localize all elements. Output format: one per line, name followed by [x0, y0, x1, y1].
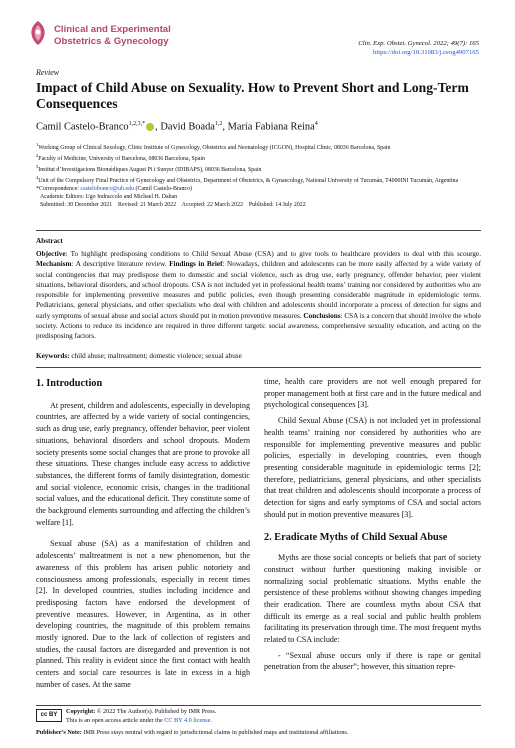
author-name[interactable]: Camil Castelo-Branco: [36, 121, 129, 133]
author-name[interactable]: María Fabiana Reina: [227, 121, 315, 133]
section-heading: 2. Eradicate Myths of Child Sexual Abuse: [264, 532, 448, 544]
academic-editors: Academic Editors: Ugo Indraccolo and Michael H. Dahan: [40, 193, 178, 200]
license-link[interactable]: CC BY 4.0 license.: [164, 716, 213, 724]
affiliation: $^4$Unit of the Compulsory Final Practice of Gynecology and Obstetrics, Department of Obstetrics, & Gynaecology, National University of Tucumán, T4000INI Tucumán, Argentina: [36, 174, 459, 184]
affiliation: $^3$Institut d’Investigacions Biomèdiques August Pi i Sunyer (IDIBAPS), 08036 Barcelona, Spain: [36, 163, 262, 173]
author-sup: 1,2,3,*: [128, 121, 146, 127]
article-type: Review: [36, 68, 60, 77]
cc-by-license-icon[interactable]: cc BY: [36, 709, 62, 722]
journal-logo-icon: [27, 20, 49, 46]
paragraph: Sexual abuse (SA) as a manifestation of children and adolescents’ maltreatment is not a new phenomenon, but the awareness of this problem has arisen public notoriety and consciousness among professionals, especially in recent times [2]. In developed countries, studies including incidence and predisposing factors have endorsed the development of preventive measures. However, in Argentina, as in other developing countries, the magnitude of this problem remains mostly ignored. Due to the lack of collection of registers and studies, the causal factors are disregarded and prevention is not planned. This reality is evident since the first contact with health centers and social care resources is late in excess in a high number of cases. At the same: [36, 539, 250, 689]
paragraph: At present, children and adolescents, especially in developing countries, are affected by a wide variety of social contingencies, such as drug use, early pregnancy, offender behavior, peer violent situations, behavioral disorders and school dropouts. Modern society presents some social changes that are prone to provoke all these situations. These changes include easy access to addictive substances, the different forms of family disintegration, domestic and social violence, economic crisis, changes in the traditional social values, and the educational deficit. They constitute some of the background elements surrounding and affecting the children’s welfare [1].: [36, 400, 250, 527]
paragraph: Child Sexual Abuse (CSA) is not included yet in professional health teams’ training nor considered by authorities who are responsible for implementing preventive measures and public policies, especially in developing countries, even though presenting considerable magnitude in epidemiologic terms [2]; therefore, pediatricians, general physicians, and other specialists that treat children and adolescents should incorporate a process of detection for signs and early symptoms of CSA and social actors should put in motion preventive measures [3].: [264, 416, 481, 519]
copyright: Copyright: © 2022 The Author(s). Published by IMR Press. This is an open access article under the CC BY 4.0 license.: [66, 708, 217, 724]
correspondence-email[interactable]: castelobranco@ub.edu: [80, 185, 135, 192]
author-list: Camil Castelo-Branco$^{1,2,3,*}$ , David Boada$^{1,2}$, María Fabiana Reina$^4$: [36, 121, 318, 133]
author-sup: 1,2: [214, 121, 223, 127]
orcid-icon[interactable]: [146, 123, 154, 131]
divider: [36, 705, 481, 706]
divider: [36, 230, 481, 231]
paragraph: time, health care providers are not well enough prepared for proper management both at first care and in the future medical and psychological consequences [3].: [264, 377, 481, 410]
author-sup: 4: [314, 121, 318, 127]
abstract-text: Objective: To highlight predisposing conditions to Child Sexual Abuse (CSA) and to give tools to healthcare providers to deal with this scourge. Mechanism: A descriptive literature review. Findings in Brief: Nowadays, children and adolescents can be more easily affected by a wide variety of social contingencies that may predispose them to domestic and social violence, such as drug use, early pregnancy, offender behavior, peer violent situations, behavioral disorders, and school dropouts. CSA is not included yet in professional health teams’ training nor considered by authorities who are responsible for implementing preventive measures and public policies, even though presenting considerable magnitude in epidemiologic terms. Pediatricians, general physicians, and other specialists who deal with children and adolescents should incorporate a process of detection for signs and early symptoms of sexual abuse and social actors should put in motion preventive measures. Conclusions: CSA is a concern that should involve the whole society. Actions to reduce its incidence are required in three different targets: social awareness, comprehensive sexuality education, and acting on the predisposing factors.: [36, 250, 482, 341]
author-name[interactable]: David Boada: [160, 121, 215, 133]
publisher-note: Publisher’s Note: IMR Press stays neutral with regard to jurisdictional claims in published maps and institutional affiliations.: [36, 729, 349, 736]
correspondence: *Correspondence: castelobranco@ub.edu (Camil Castelo-Branco): [36, 185, 192, 192]
abstract-heading: Abstract: [36, 237, 63, 245]
column-left: [36, 378, 250, 691]
divider: [36, 367, 481, 368]
paragraph: - “Sexual abuse occurs only if there is rape or genital penetration from the abuser”; however, this situation repre-: [264, 650, 481, 672]
affiliations: [36, 141, 482, 209]
citation-block: [358, 40, 479, 57]
journal-name: [54, 24, 171, 47]
section-heading: 1. Introduction: [36, 378, 103, 389]
journal-name-line1: Clinical and Experimental: [54, 24, 171, 35]
doi-link[interactable]: https://doi.org/10.31083/j.ceog4907165: [373, 48, 479, 56]
keywords: Keywords: child abuse; maltreatment; domestic violence; sexual abuse: [36, 352, 242, 360]
column-right: [264, 376, 481, 673]
citation: Clin. Exp. Obstet. Gynecol. 2022; 49(7): 165: [358, 40, 479, 47]
journal-name-line2: Obstetrics & Gynecology: [54, 35, 169, 47]
affiliation: $^2$Faculty of Medicine, University of Barcelona, 08036 Barcelona, Spain: [36, 152, 205, 162]
article-dates: Submitted: 30 December 2021 Revised: 21 March 2022 Accepted: 22 March 2022 Published: 14 July 2022: [40, 201, 306, 208]
article-title: Impact of Child Abuse on Sexuality. How to Prevent Short and Long-Term Consequences: [36, 80, 469, 111]
affiliation: $^1$Working Group of Clinical Sexology, Clinic Institute of Gynecology, Obstetrics and Neonatology (ICGON), Hospital Clinic, 08036 Barcelona, Spain: [36, 142, 391, 151]
paragraph: Myths are those social concepts or beliefs that part of society construct without further questioning making invisible or normalizing social problematic situations. Myths enable the persistence of these problems without showing changes impeding their eradication. There are countless myths about CSA that difficult its emerge as a real social and public health problem facilitating its preservation through time. The most frequent myths related to CSA include:: [264, 553, 481, 645]
